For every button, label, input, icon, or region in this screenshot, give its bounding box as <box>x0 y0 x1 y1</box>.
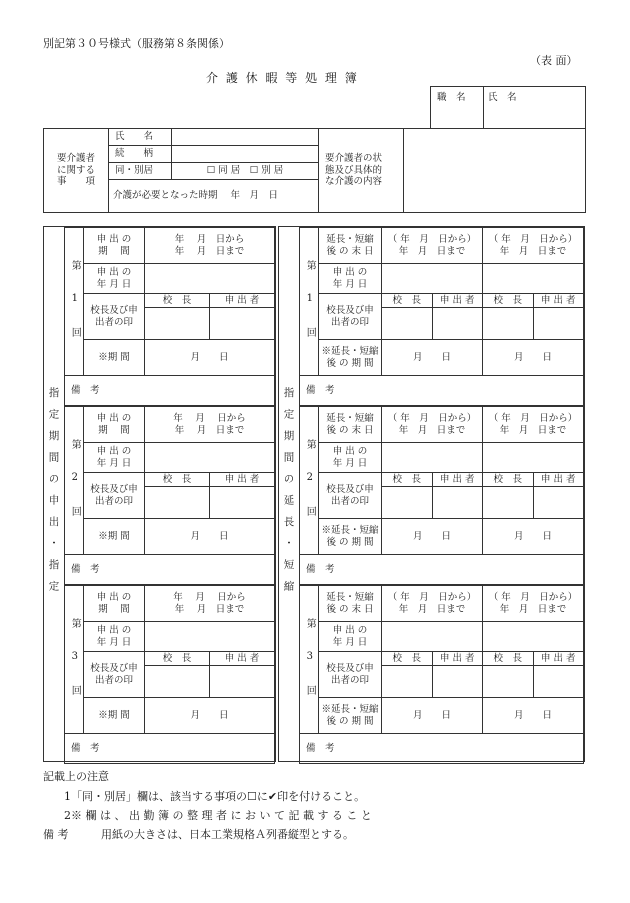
star-label: ※延長・短縮 後 の 期 間 <box>319 698 382 734</box>
star-value[interactable]: 月 日 <box>145 519 275 555</box>
page-side-label: （表 面） <box>530 54 578 67</box>
remarks-label: 備 考 <box>306 384 335 396</box>
care-cohabit-label: 同・別居 <box>109 163 172 180</box>
applicant-label-b: 申 出 者 <box>533 652 584 666</box>
care-status-value[interactable] <box>404 129 586 213</box>
ext-value-a[interactable]: （ 年 月 日から） 年 月 日まで <box>382 586 483 622</box>
applicant-label-b: 申 出 者 <box>533 294 584 308</box>
applicant-seal-b[interactable] <box>533 487 584 519</box>
applicant-label: 申 出 者 <box>210 652 275 666</box>
applicant-label-a: 申 出 者 <box>432 294 483 308</box>
principal-label-a: 校 長 <box>382 294 433 308</box>
date-value[interactable] <box>145 622 275 652</box>
right-round-2 <box>299 406 584 585</box>
name-cell[interactable] <box>484 87 586 129</box>
period-label: 申 出 の 期 間 <box>84 228 145 264</box>
principal-seal-b[interactable] <box>483 666 534 698</box>
star-label: ※期 間 <box>84 698 145 734</box>
remarks-row[interactable] <box>300 734 584 764</box>
date-label: 申 出 の 年 月 日 <box>319 622 382 652</box>
star-label: ※延長・短縮 後 の 期 間 <box>319 340 382 376</box>
principal-seal-a[interactable] <box>382 308 433 340</box>
date-value-b[interactable] <box>483 264 584 294</box>
right-block <box>278 226 585 762</box>
remarks-row[interactable] <box>65 555 275 585</box>
seal-label: 校長及び申 出者の印 <box>319 294 382 340</box>
left-vertical-title: 指定期間の申出・指定 <box>44 227 65 761</box>
applicant-seal-a[interactable] <box>432 666 483 698</box>
right-round-label: 第 1 回 <box>300 228 319 376</box>
left-round-label: 第 2 回 <box>65 407 84 555</box>
applicant-label: 申 出 者 <box>210 294 275 308</box>
date-label: 申 出 の 年 月 日 <box>319 443 382 473</box>
star-value-b[interactable]: 月 日 <box>483 519 584 555</box>
remarks-label: 備 考 <box>71 742 100 754</box>
remarks-label: 備 考 <box>71 563 100 575</box>
principal-seal[interactable] <box>145 308 210 340</box>
remarks-row[interactable] <box>300 555 584 585</box>
care-start-date: 年 月 日 <box>230 190 279 202</box>
notes-heading: 記載上の注意 <box>43 770 109 783</box>
note-1: 1「同・別居」欄は、該当する事項の☐に✔印を付けること。 <box>64 790 366 803</box>
date-label: 申 出 の 年 月 日 <box>84 264 145 294</box>
period-value[interactable]: 年 月 日から 年 月 日まで <box>145 228 275 264</box>
date-value-a[interactable] <box>382 443 483 473</box>
principal-seal-a[interactable] <box>382 666 433 698</box>
period-label: 申 出 の 期 間 <box>84 586 145 622</box>
applicant-seal-a[interactable] <box>432 308 483 340</box>
remarks-label: 備 考 <box>306 742 335 754</box>
period-value[interactable]: 年 月 日から 年 月 日まで <box>145 407 275 443</box>
date-value-a[interactable] <box>382 622 483 652</box>
ext-value-a[interactable]: （ 年 月 日から） 年 月 日まで <box>382 228 483 264</box>
applicant-seal-b[interactable] <box>533 308 584 340</box>
principal-seal-a[interactable] <box>382 487 433 519</box>
star-value-a[interactable]: 月 日 <box>382 519 483 555</box>
date-value-a[interactable] <box>382 264 483 294</box>
position-cell[interactable] <box>431 87 484 129</box>
left-round-2 <box>64 406 275 585</box>
care-start-row[interactable] <box>109 180 319 213</box>
right-round-3 <box>299 585 584 764</box>
left-round-3 <box>64 585 275 764</box>
form-reference: 別記第３０号様式（服務第８条関係） <box>43 37 230 50</box>
ext-label: 延長・短縮 後 の 末 日 <box>319 586 382 622</box>
care-relation-label: 続 柄 <box>109 146 172 163</box>
care-relation-value[interactable] <box>172 146 319 163</box>
ext-value-b[interactable]: （ 年 月 日から） 年 月 日まで <box>483 407 584 443</box>
care-start-label: 介護が必要となった時期 <box>113 190 218 202</box>
right-round-1 <box>299 227 584 406</box>
principal-label-b: 校 長 <box>483 294 534 308</box>
star-label: ※期 間 <box>84 340 145 376</box>
applicant-seal[interactable] <box>210 487 275 519</box>
date-label: 申 出 の 年 月 日 <box>84 622 145 652</box>
date-value[interactable] <box>145 443 275 473</box>
seal-label: 校長及び申 出者の印 <box>319 473 382 519</box>
right-round-label: 第 3 回 <box>300 586 319 734</box>
remarks-label: 備 考 <box>306 563 335 575</box>
principal-label-b: 校 長 <box>483 652 534 666</box>
left-round-label: 第 1 回 <box>65 228 84 376</box>
care-name-value[interactable] <box>172 129 319 146</box>
star-label: ※延長・短縮 後 の 期 間 <box>319 519 382 555</box>
care-recipient-box <box>43 128 586 213</box>
name-label: 氏 名 <box>488 91 517 103</box>
star-label: ※期 間 <box>84 519 145 555</box>
care-heading: 要介護者 に関する 事 項 <box>44 129 109 213</box>
seal-label: 校長及び申 出者の印 <box>84 652 145 698</box>
principal-label: 校 長 <box>145 473 210 487</box>
staff-box <box>430 86 586 129</box>
seal-label: 校長及び申 出者の印 <box>319 652 382 698</box>
applicant-seal[interactable] <box>210 308 275 340</box>
principal-seal-b[interactable] <box>483 308 534 340</box>
ext-value-a[interactable]: （ 年 月 日から） 年 月 日まで <box>382 407 483 443</box>
position-label: 職 名 <box>437 91 466 103</box>
principal-label-b: 校 長 <box>483 473 534 487</box>
remarks-row[interactable] <box>300 376 584 406</box>
applicant-label-b: 申 出 者 <box>533 473 584 487</box>
left-block <box>43 226 276 762</box>
star-value-a[interactable]: 月 日 <box>382 340 483 376</box>
left-round-label: 第 3 回 <box>65 586 84 734</box>
right-vertical-title: 指定期間の延長・短縮 <box>279 227 300 761</box>
remarks-label: 備 考 <box>71 384 100 396</box>
star-value[interactable]: 月 日 <box>145 698 275 734</box>
principal-label-a: 校 長 <box>382 652 433 666</box>
date-label: 申 出 の 年 月 日 <box>319 264 382 294</box>
applicant-seal-b[interactable] <box>533 666 584 698</box>
care-status-label: 要介護者の状 態及び具体的 な介護の内容 <box>319 129 404 213</box>
principal-seal[interactable] <box>145 666 210 698</box>
date-value-b[interactable] <box>483 443 584 473</box>
period-value[interactable]: 年 月 日から 年 月 日まで <box>145 586 275 622</box>
principal-label: 校 長 <box>145 652 210 666</box>
date-value[interactable] <box>145 264 275 294</box>
remark-label: 備 考 <box>43 828 69 841</box>
seal-label: 校長及び申 出者の印 <box>84 473 145 519</box>
care-name-label: 氏 名 <box>109 129 172 146</box>
note-2: 2※ 欄 は 、 出 勤 簿 の 整 理 者 に お い て 記 載 す る こ と <box>64 809 372 822</box>
applicant-label-a: 申 出 者 <box>432 473 483 487</box>
date-label: 申 出 の 年 月 日 <box>84 443 145 473</box>
ext-value-b[interactable]: （ 年 月 日から） 年 月 日まで <box>483 586 584 622</box>
star-value[interactable]: 月 日 <box>145 340 275 376</box>
ext-value-b[interactable]: （ 年 月 日から） 年 月 日まで <box>483 228 584 264</box>
star-value-b[interactable]: 月 日 <box>483 340 584 376</box>
principal-seal-b[interactable] <box>483 487 534 519</box>
period-label: 申 出 の 期 間 <box>84 407 145 443</box>
left-round-1 <box>64 227 275 406</box>
seal-label: 校長及び申 出者の印 <box>84 294 145 340</box>
star-value-b[interactable]: 月 日 <box>483 698 584 734</box>
applicant-label: 申 出 者 <box>210 473 275 487</box>
document-title: 介 護 休 暇 等 処 理 簿 <box>206 71 359 85</box>
remark-text: 用紙の大きさは、日本工業規格Ａ列番縦型とする。 <box>101 828 354 841</box>
date-value-b[interactable] <box>483 622 584 652</box>
ext-label: 延長・短縮 後 の 末 日 <box>319 228 382 264</box>
remarks-row[interactable] <box>65 734 275 764</box>
principal-seal[interactable] <box>145 487 210 519</box>
principal-label-a: 校 長 <box>382 473 433 487</box>
principal-label: 校 長 <box>145 294 210 308</box>
care-cohabit-options[interactable]: ☐ 同 居 ☐ 別 居 <box>172 163 319 180</box>
star-value-a[interactable]: 月 日 <box>382 698 483 734</box>
applicant-seal-a[interactable] <box>432 487 483 519</box>
applicant-label-a: 申 出 者 <box>432 652 483 666</box>
applicant-seal[interactable] <box>210 666 275 698</box>
right-round-label: 第 2 回 <box>300 407 319 555</box>
ext-label: 延長・短縮 後 の 末 日 <box>319 407 382 443</box>
remarks-row[interactable] <box>65 376 275 406</box>
